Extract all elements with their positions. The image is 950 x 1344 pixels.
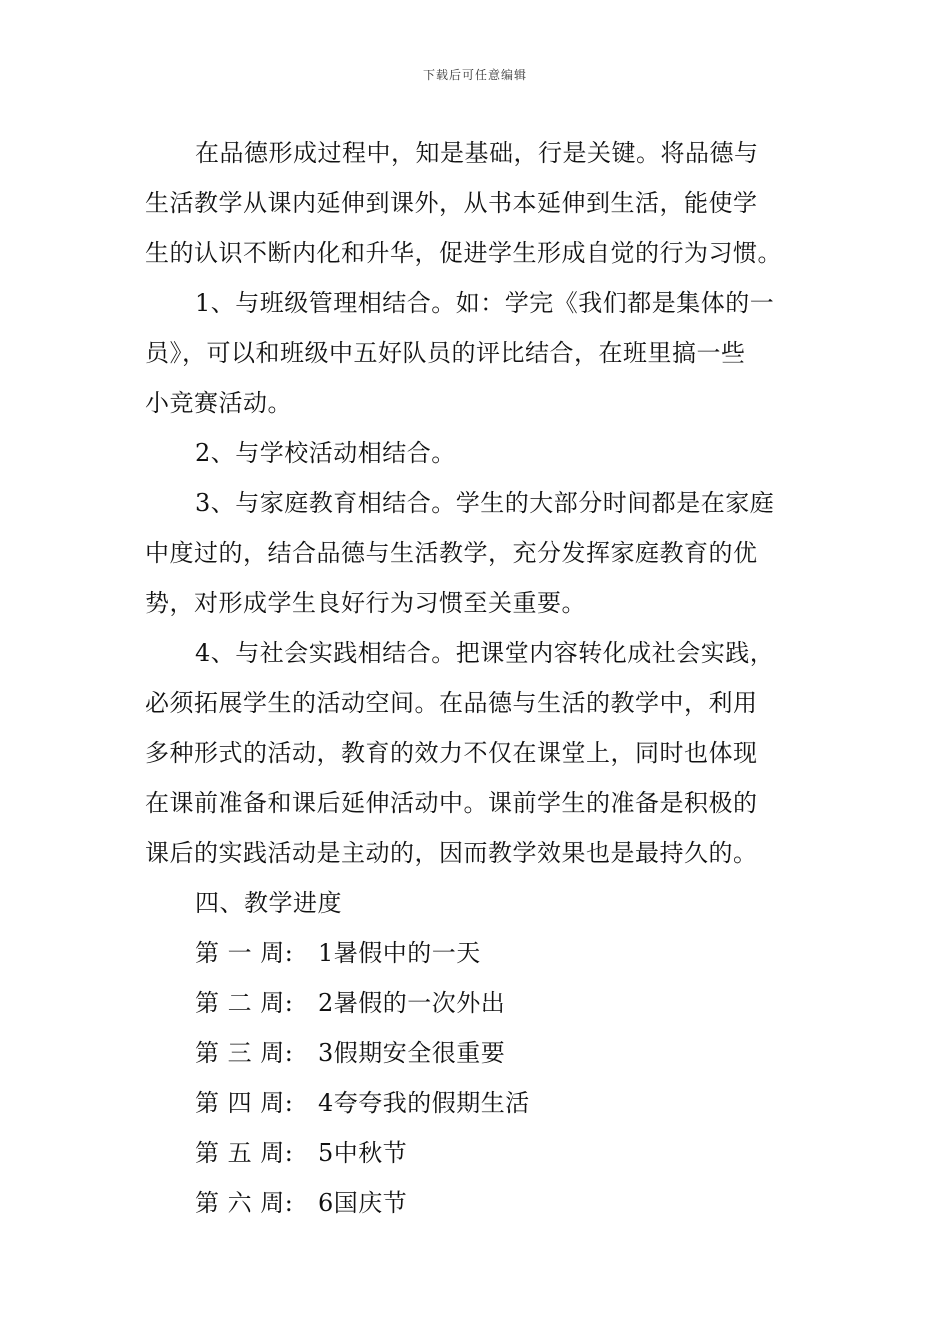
schedule-item: 1暑假中的一天 xyxy=(318,939,481,967)
page-header: 下载后可任意编辑 xyxy=(422,68,527,82)
schedule-row xyxy=(145,1128,807,1178)
paragraph-line: 3、与家庭教育相结合。学生的大部分时间都是在家庭 xyxy=(195,489,775,517)
schedule-week-label: 第 一 周: xyxy=(195,939,294,967)
section-heading: 四、教学进度 xyxy=(195,889,342,917)
paragraph-line: 生活教学从课内延伸到课外，从书本延伸到生活，能使学 xyxy=(145,189,758,217)
schedule-week-label: 第 三 周: xyxy=(195,1039,294,1067)
paragraph-line: 小竞赛活动。 xyxy=(145,389,292,417)
schedule-item: 2暑假的一次外出 xyxy=(318,989,506,1017)
schedule-week-label: 第 六 周: xyxy=(195,1189,294,1217)
schedule-row xyxy=(145,928,807,978)
paragraph-line: 多种形式的活动，教育的效力不仅在课堂上，同时也体现 xyxy=(145,739,758,767)
paragraph-line: 必须拓展学生的活动空间。在品德与生活的教学中，利用 xyxy=(145,689,758,717)
schedule-row xyxy=(145,978,807,1028)
paragraph-line: 中度过的，结合品德与生活教学，充分发挥家庭教育的优 xyxy=(145,539,758,567)
paragraph-line: 在品德形成过程中，知是基础，行是关键。将品德与 xyxy=(195,139,759,167)
schedule-row xyxy=(145,1028,807,1078)
schedule-item: 6国庆节 xyxy=(318,1189,408,1217)
schedule-row xyxy=(145,1178,807,1228)
schedule-week-label: 第 四 周: xyxy=(195,1089,294,1117)
schedule-week-label: 第 五 周: xyxy=(195,1139,294,1167)
paragraph-line: 生的认识不断内化和升华，促进学生形成自觉的行为习惯。 xyxy=(145,239,782,267)
paragraph-line: 2、与学校活动相结合。 xyxy=(195,439,456,467)
paragraph-line: 课后的实践活动是主动的，因而教学效果也是最持久的。 xyxy=(145,839,758,867)
paragraph-line: 势，对形成学生良好行为习惯至关重要。 xyxy=(145,589,586,617)
schedule-item: 4夸夸我的假期生活 xyxy=(318,1089,530,1117)
paragraph-line: 4、与社会实践相结合。把课堂内容转化成社会实践， xyxy=(195,639,775,667)
paragraph-line: 在课前准备和课后延伸活动中。课前学生的准备是积极的 xyxy=(145,789,758,817)
document-body xyxy=(145,128,807,1228)
schedule-week-label: 第 二 周: xyxy=(195,989,294,1017)
schedule-item: 3假期安全很重要 xyxy=(318,1039,506,1067)
paragraph-line: 1、与班级管理相结合。如：学完《我们都是集体的一 xyxy=(195,289,775,317)
schedule-row xyxy=(145,1078,807,1128)
schedule-item: 5中秋节 xyxy=(318,1139,408,1167)
paragraph-line: 员》，可以和班级中五好队员的评比结合，在班里搞一些 xyxy=(145,339,746,367)
